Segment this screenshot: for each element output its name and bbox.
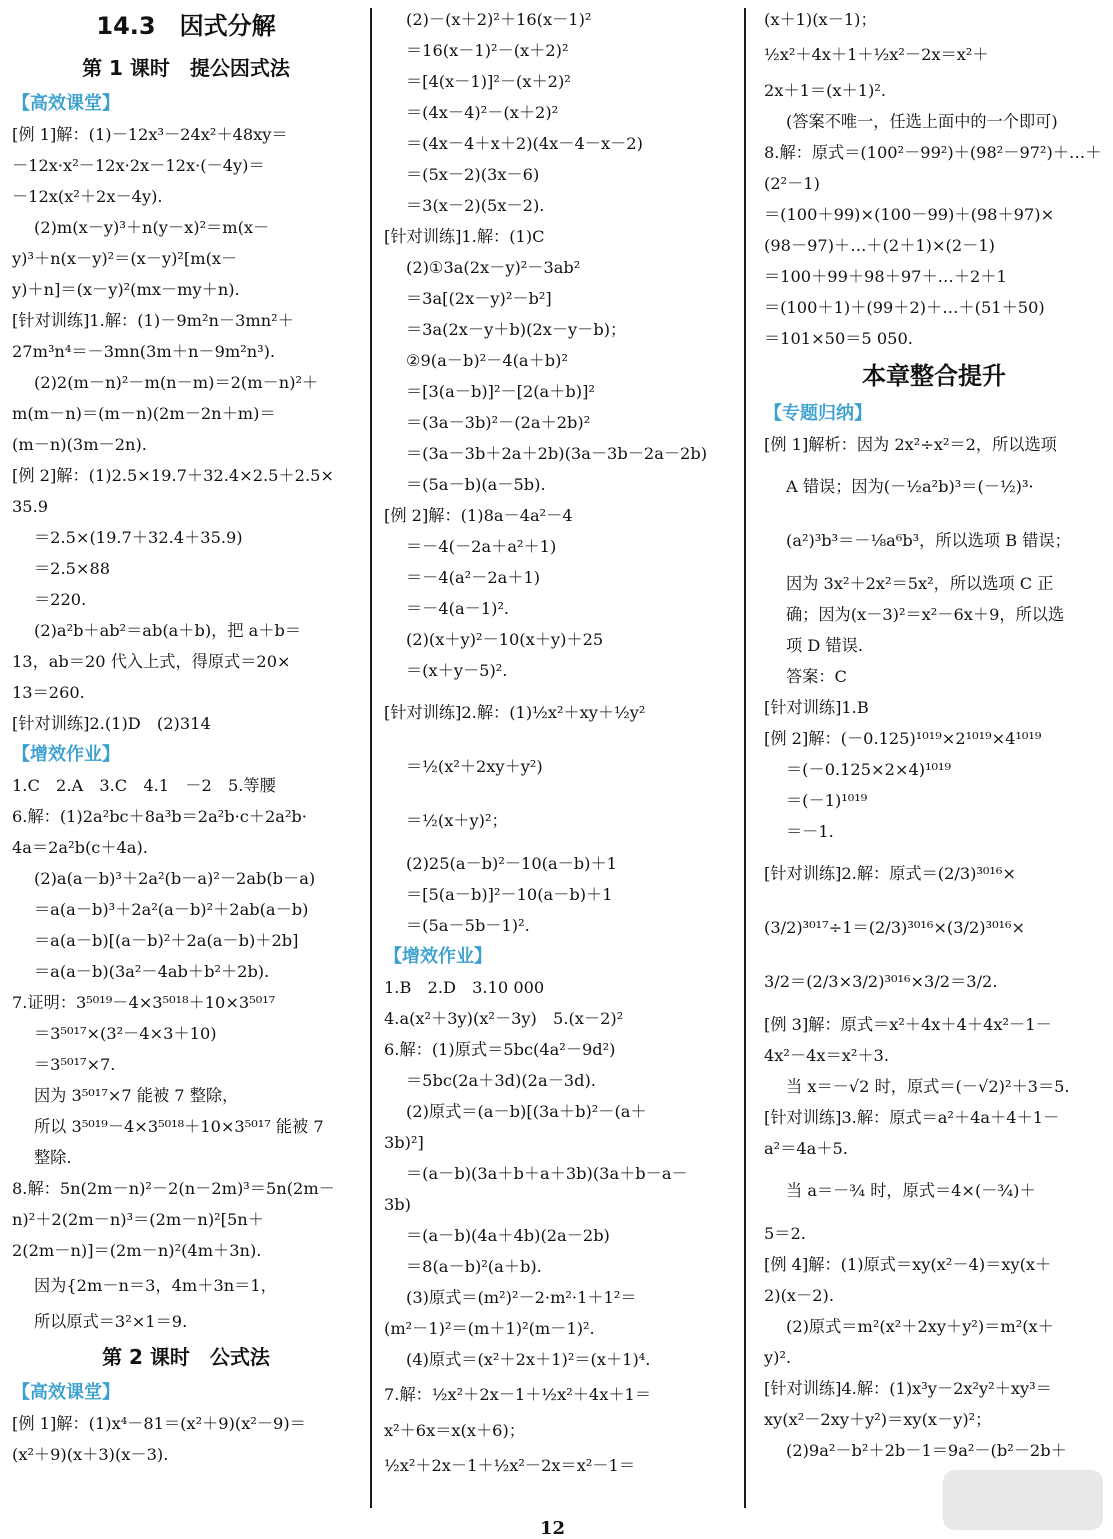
col2-line: ＝[3(a－b)]²－[2(a＋b)]² — [406, 382, 595, 401]
col2-line: ＝(3a－3b＋2a＋2b)(3a－3b－2a－2b) — [406, 444, 708, 463]
col3-line: 8.解：原式＝(100²－99²)＋(98²－97²)＋…＋ — [764, 143, 1102, 162]
col2-line: ＝3a[(2x－y)²－b²] — [406, 289, 552, 308]
col3-line: ½x²＋4x＋1＋½x²－2x＝x²＋ — [764, 45, 989, 64]
col2-line: (4)原式＝(x²＋2x＋1)²＝(x＋1)⁴. — [406, 1350, 651, 1369]
col1-line: (2)2(m－n)²－m(n－m)＝2(m－n)²＋ — [34, 373, 319, 392]
col3-line: 4x²－4x＝x²＋3. — [764, 1046, 889, 1065]
col1-line: －12x·x²－12x·2x－12x·(－4y)＝ — [12, 156, 265, 175]
col2-line: 3b) — [384, 1195, 411, 1214]
col3-line: (3/2)³⁰¹⁷÷1＝(2/3)³⁰¹⁶×(3/2)³⁰¹⁶× — [764, 918, 1026, 937]
col2-line: 3b)²] — [384, 1133, 424, 1152]
col3-line: [针对训练]2.解：原式＝(2/3)³⁰¹⁶× — [764, 864, 1016, 883]
col3-line: (2)原式＝m²(x²＋2xy＋y²)＝m²(x＋ — [786, 1317, 1054, 1336]
col1-line: (2)a(a－b)³＋2a²(b－a)²－2ab(b－a) — [34, 869, 316, 888]
col3-line: (98－97)＋…＋(2＋1)×(2－1) — [764, 236, 995, 255]
col1-line: y)＋n]＝(x－y)²(mx－my＋n). — [12, 280, 240, 299]
col1-line: 第 1 课时 提公因式法 — [82, 56, 290, 80]
col3-line: 答案：C — [786, 667, 847, 686]
col3-line: 确；因为(x－3)²＝x²－6x＋9，所以选 — [786, 605, 1065, 624]
col2-line: ＝3a(2x－y＋b)(2x－y－b)； — [406, 320, 627, 339]
col1-line: 13＝260. — [12, 683, 85, 702]
col2-line: (m²－1)²＝(m＋1)²(m－1)². — [384, 1319, 595, 1338]
col2-line: ＝(a－b)(3a＋b＋a＋3b)(3a＋b－a－ — [406, 1164, 688, 1183]
col2-line: ＝－4(a²－2a＋1) — [406, 568, 541, 587]
col3-line: xy(x²－2xy＋y²)＝xy(x－y)²； — [764, 1410, 992, 1429]
column-right — [764, 4, 1104, 1466]
col3-line: [例 2]解：(－0.125)¹⁰¹⁹×2¹⁰¹⁹×4¹⁰¹⁹ — [764, 729, 1042, 748]
col3-line: (a²)³b³＝－⅛a⁶b³，所以选项 B 错误； — [786, 531, 1071, 550]
col2-line: (2)原式＝(a－b)[(3a＋b)²－(a＋ — [406, 1102, 647, 1121]
col2-line: 6.解：(1)原式＝5bc(4a²－9d²) — [384, 1040, 616, 1059]
col2-line: ＝[4(x－1)]²－(x＋2)² — [406, 72, 571, 91]
col1-line: [例 1]解：(1)－12x³－24x²＋48xy＝ — [12, 125, 288, 144]
col2-line: (2)25(a－b)²－10(a－b)＋1 — [406, 854, 617, 873]
col2-line: 1.B 2.D 3.10 000 — [384, 978, 545, 997]
col1-line: 2(2m－n)]＝(2m－n)²(4m＋3n). — [12, 1241, 262, 1260]
col1-line: 因为{2m－n＝3，4m＋3n＝1， — [34, 1276, 277, 1295]
col3-line: 因为 3x²＋2x²＝5x²，所以选项 C 正 — [786, 574, 1054, 593]
col3-line: (x＋1)(x－1)； — [764, 10, 877, 29]
col3-line: [针对训练]4.解：(1)x³y－2x²y²＋xy³＝ — [764, 1379, 1052, 1398]
col1-line: ＝a(a－b)(3a²－4ab＋b²＋2b). — [34, 962, 270, 981]
col1-line: ＝2.5×(19.7＋32.4＋35.9) — [34, 528, 243, 547]
col3-line: ＝(100＋1)＋(99＋2)＋…＋(51＋50) — [764, 298, 1045, 317]
col1-line: 【增效作业】 — [12, 744, 120, 765]
col3-line: 2)(x－2). — [764, 1286, 835, 1305]
col2-line: ＝(4x－4)²－(x＋2)² — [406, 103, 559, 122]
col3-line: [针对训练]1.B — [764, 698, 869, 717]
col3-line: (2)9a²－b²＋2b－1＝9a²－(b²－2b＋ — [786, 1441, 1067, 1460]
col1-line: [针对训练]2.(1)D (2)314 — [12, 714, 211, 733]
col2-line: x²＋6x＝x(x＋6)； — [384, 1421, 525, 1440]
col2-line: ½x²＋2x－1＋½x²－2x＝x²－1＝ — [384, 1456, 636, 1475]
col2-line: ＝(x＋y－5)². — [406, 661, 508, 680]
col2-line: ②9(a－b)²－4(a＋b)² — [406, 351, 568, 370]
col3-line: 【专题归纳】 — [764, 403, 872, 424]
col2-line: ＝5bc(2a＋3d)(2a－3d). — [406, 1071, 596, 1090]
col3-line: ＝－1. — [786, 822, 834, 841]
col2-line: ＝3(x－2)(5x－2). — [406, 196, 545, 215]
col2-line: (2)(x＋y)²－10(x＋y)＋25 — [406, 630, 604, 649]
col3-line: a²＝4a＋5. — [764, 1139, 848, 1158]
col3-line: 当 a＝－¾ 时，原式＝4×(－¾)＋ — [786, 1181, 1036, 1200]
col1-line: (x²＋9)(x＋3)(x－3). — [12, 1445, 169, 1464]
col1-line: [例 2]解：(1)2.5×19.7＋32.4×2.5＋2.5× — [12, 466, 334, 485]
col2-line: ＝(3a－3b)²－(2a＋2b)² — [406, 413, 591, 432]
col1-line: ＝a(a－b)[(a－b)²＋2a(a－b)＋2b] — [34, 931, 299, 950]
col1-line: 14.3 因式分解 — [96, 12, 276, 40]
col2-line: ＝(5x－2)(3x－6) — [406, 165, 540, 184]
col2-line: ＝16(x－1)²－(x＋2)² — [406, 41, 569, 60]
col3-line: [例 3]解：原式＝x²＋4x＋4＋4x²－1－ — [764, 1015, 1052, 1034]
col3-line: y)². — [764, 1348, 792, 1367]
col2-line: (3)原式＝(m²)²－2·m²·1＋1²＝ — [406, 1288, 637, 1307]
col1-line: 第 2 课时 公式法 — [102, 1345, 270, 1369]
col1-line: 所以原式＝3²×1＝9. — [34, 1312, 188, 1331]
col1-line: ＝220. — [34, 590, 87, 609]
col1-line: －12x(x²＋2x－4y). — [12, 187, 163, 206]
col1-line: (m－n)(3m－2n). — [12, 435, 147, 454]
col2-line: ＝(a－b)(4a＋4b)(2a－2b) — [406, 1226, 610, 1245]
col2-line: ＝(5a－b)(a－5b). — [406, 475, 546, 494]
col2-line: ＝－4(a－1)². — [406, 599, 510, 618]
col1-line: y)³＋n(x－y)²＝(x－y)²[m(x－ — [12, 249, 238, 268]
col3-line: ＝101×50＝5 050. — [764, 329, 913, 348]
col1-line: 27m³n⁴＝－3mn(3m＋n－9m²n³). — [12, 342, 276, 361]
col3-line: [针对训练]3.解：原式＝a²＋4a＋4＋1－ — [764, 1108, 1060, 1127]
col3-line: 本章整合提升 — [862, 362, 1006, 390]
col2-line: ＝½(x＋y)²； — [406, 811, 508, 830]
col2-line: [例 2]解：(1)8a－4a²－4 — [384, 506, 573, 525]
column-divider-1 — [370, 8, 372, 1508]
col1-line: 【高效课堂】 — [12, 1382, 120, 1403]
col2-line: 【增效作业】 — [384, 946, 492, 967]
col3-line: ＝(－0.125×2×4)¹⁰¹⁹ — [786, 760, 952, 779]
col1-line: 整除. — [34, 1148, 72, 1167]
col1-line: 所以 3⁵⁰¹⁹－4×3⁵⁰¹⁸＋10×3⁵⁰¹⁷ 能被 7 — [34, 1117, 324, 1136]
column-middle — [384, 4, 730, 1486]
col1-line: m(m－n)＝(m－n)(2m－2n＋m)＝ — [12, 404, 276, 423]
col1-line: 4a＝2a²b(c＋4a). — [12, 838, 148, 857]
col3-line: ＝(100＋99)×(100－99)＋(98＋97)× — [764, 205, 1055, 224]
col1-line: 13，ab＝20 代入上式，得原式＝20× — [12, 652, 291, 671]
col3-line: (2²－1) — [764, 174, 820, 193]
col1-line: (2)m(x－y)³＋n(y－x)²＝m(x－ — [34, 218, 270, 237]
col2-line: 4.a(x²＋3y)(x²－3y) 5.(x－2)² — [384, 1009, 624, 1028]
col1-line: 7.证明：3⁵⁰¹⁹－4×3⁵⁰¹⁸＋10×3⁵⁰¹⁷ — [12, 993, 276, 1012]
col2-line: ＝8(a－b)²(a＋b). — [406, 1257, 542, 1276]
col2-line: (2)－(x＋2)²＋16(x－1)² — [406, 10, 592, 29]
col3-line: [例 4]解：(1)原式＝xy(x²－4)＝xy(x＋ — [764, 1255, 1052, 1274]
column-divider-2 — [744, 8, 746, 1508]
col1-line: 因为 3⁵⁰¹⁷×7 能被 7 整除， — [34, 1086, 239, 1105]
watermark-logo — [943, 1470, 1103, 1530]
col3-line: (答案不唯一，任选上面中的一个即可) — [786, 112, 1058, 131]
col1-line: 【高效课堂】 — [12, 93, 120, 114]
col1-line: 35.9 — [12, 497, 49, 516]
col1-line: [例 1]解：(1)x⁴－81＝(x²＋9)(x²－9)＝ — [12, 1414, 306, 1433]
col2-line: ＝－4(－2a＋a²＋1) — [406, 537, 557, 556]
col1-line: 6.解：(1)2a²bc＋8a³b＝2a²b·c＋2a²b· — [12, 807, 307, 826]
col3-line: ＝(－1)¹⁰¹⁹ — [786, 791, 868, 810]
col2-line: [针对训练]2.解：(1)½x²＋xy＋½y² — [384, 703, 646, 722]
col2-line: ＝½(x²＋2xy＋y²) — [406, 757, 543, 776]
col3-line: ＝100＋99＋98＋97＋…＋2＋1 — [764, 267, 1007, 286]
col1-line: 1.C 2.A 3.C 4.1 －2 5.等腰 — [12, 776, 276, 795]
col3-line: [例 1]解析：因为 2x²÷x²＝2，所以选项 — [764, 435, 1057, 454]
col1-line: ＝3⁵⁰¹⁷×7. — [34, 1055, 116, 1074]
col2-line: ＝(5a－5b－1)². — [406, 916, 530, 935]
col3-line: 当 x＝－√2 时，原式＝(－√2)²＋3＝5. — [786, 1077, 1070, 1096]
col2-line: ＝(4x－4＋x＋2)(4x－4－x－2) — [406, 134, 643, 153]
col2-line: (2)①3a(2x－y)²－3ab² — [406, 258, 581, 277]
col3-line: 项 D 错误. — [786, 636, 863, 655]
col1-line: 8.解：5n(2m－n)²－2(n－2m)³＝5n(2m－ — [12, 1179, 335, 1198]
col3-line: 2x＋1＝(x＋1)². — [764, 81, 886, 100]
col3-line: A 错误；因为(－½a²b)³＝(－½)³· — [786, 477, 1034, 496]
col2-line: [针对训练]1.解：(1)C — [384, 227, 545, 246]
col3-line: 5＝2. — [764, 1224, 806, 1243]
column-left — [12, 4, 360, 1470]
col1-line: [针对训练]1.解：(1)－9m²n－3mn²＋ — [12, 311, 294, 330]
col3-line: 3/2＝(2/3×3/2)³⁰¹⁶×3/2＝3/2. — [764, 972, 998, 991]
col2-line: ＝[5(a－b)]²－10(a－b)＋1 — [406, 885, 613, 904]
col1-line: (2)a²b＋ab²＝ab(a＋b)，把 a＋b＝ — [34, 621, 302, 640]
col2-line: 7.解：½x²＋2x－1＋½x²＋4x＋1＝ — [384, 1385, 652, 1404]
col1-line: n)²＋2(2m－n)³＝(2m－n)²[5n＋ — [12, 1210, 264, 1229]
col1-line: ＝2.5×88 — [34, 559, 111, 578]
page-number: 12 — [540, 1518, 566, 1539]
col1-line: ＝3⁵⁰¹⁷×(3²－4×3＋10) — [34, 1024, 217, 1043]
col1-line: ＝a(a－b)³＋2a²(a－b)²＋2ab(a－b) — [34, 900, 309, 919]
